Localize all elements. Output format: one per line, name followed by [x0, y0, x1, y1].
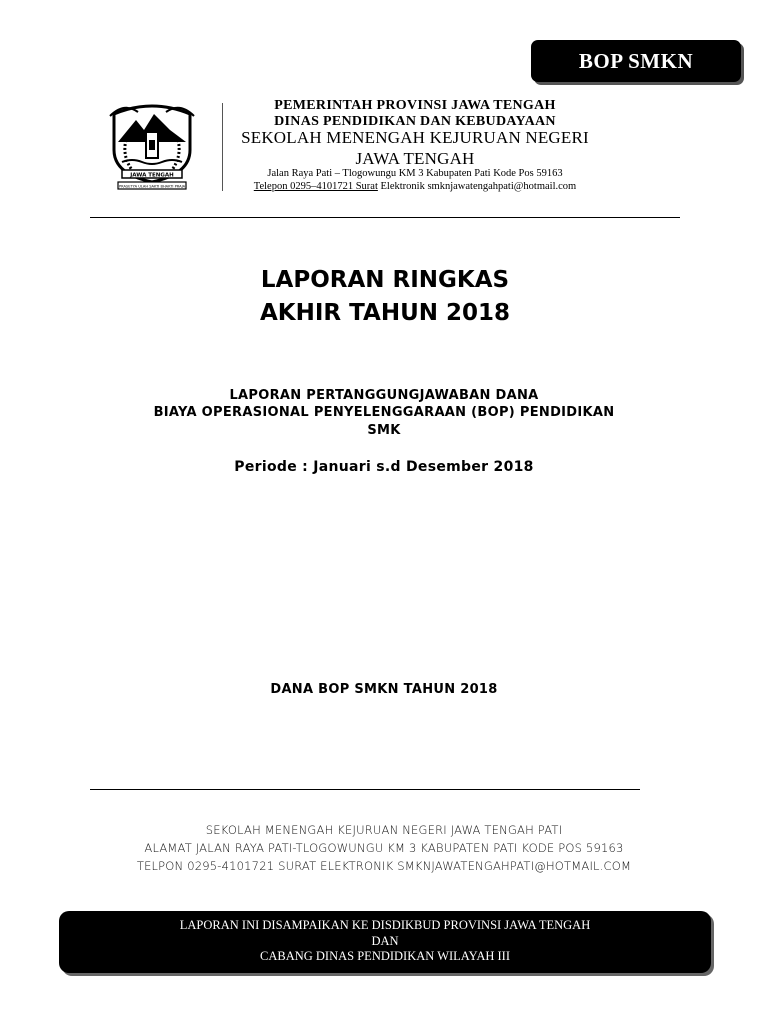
- letterhead-line-1: PEMERINTAH PROVINSI JAWA TENGAH: [274, 98, 556, 113]
- footer-address: ALAMAT JALAN RAYA PATI-TLOGOWUNGU KM 3 KABUPATEN PATI KODE POS 59163: [144, 841, 624, 855]
- header-rule: [90, 217, 680, 218]
- logo-motto: PRASETYA ULAH SAKTI BHAKTI PRAJA: [118, 184, 186, 189]
- footer-contact: TELPON 0295-4101721 SURAT ELEKTRONIK SMKNJAWATENGAHPATI@HOTMAIL.COM: [136, 859, 632, 873]
- subtitle-line-2: BIAYA OPERASIONAL PENYELENGGARAAN (BOP) PENDIDIKAN: [153, 405, 615, 420]
- fund-label: DANA BOP SMKN TAHUN 2018: [270, 682, 498, 697]
- banner-line-1: LAPORAN INI DISAMPAIKAN KE DISDIKBUD PROVINSI JAWA TENGAH: [179, 918, 591, 932]
- letterhead-region: JAWA TENGAH: [355, 149, 475, 168]
- report-title-line-2: AKHIR TAHUN 2018: [259, 300, 511, 326]
- letterhead-contact: [200, 181, 630, 192]
- report-title-line-1: LAPORAN RINGKAS: [260, 267, 510, 293]
- banner-line-3: CABANG DINAS PENDIDIKAN WILAYAH III: [260, 949, 510, 963]
- submission-banner: [59, 911, 711, 973]
- logo-text: JAWA TENGAH: [130, 172, 174, 179]
- provincial-emblem-icon: [104, 100, 200, 192]
- letterhead-phone: Telepon 0295–4101721 Surat: [253, 181, 378, 192]
- footer-rule: [90, 789, 640, 790]
- subtitle-line-1: LAPORAN PERTANGGUNGJAWABAN DANA: [229, 388, 539, 403]
- letterhead-address: Jalan Raya Pati – Tlogowungu KM 3 Kabupaten Pati Kode Pos 59163: [267, 168, 563, 179]
- subtitle-line-3: SMK: [367, 423, 401, 438]
- letterhead-email: Elektronik smknjawatengahpati@hotmail.com: [377, 181, 577, 192]
- report-period: Periode : Januari s.d Desember 2018: [234, 459, 534, 475]
- bop-smkn-badge: [531, 40, 741, 82]
- footer-school-name: SEKOLAH MENENGAH KEJURUAN NEGERI JAWA TENGAH PATI: [205, 823, 563, 837]
- banner-line-2: DAN: [371, 934, 399, 948]
- letterhead-line-2: DINAS PENDIDIKAN DAN KEBUDAYAAN: [274, 114, 556, 129]
- letterhead-school-name: SEKOLAH MENENGAH KEJURUAN NEGERI: [241, 128, 589, 147]
- badge-label: BOP SMKN: [578, 48, 694, 73]
